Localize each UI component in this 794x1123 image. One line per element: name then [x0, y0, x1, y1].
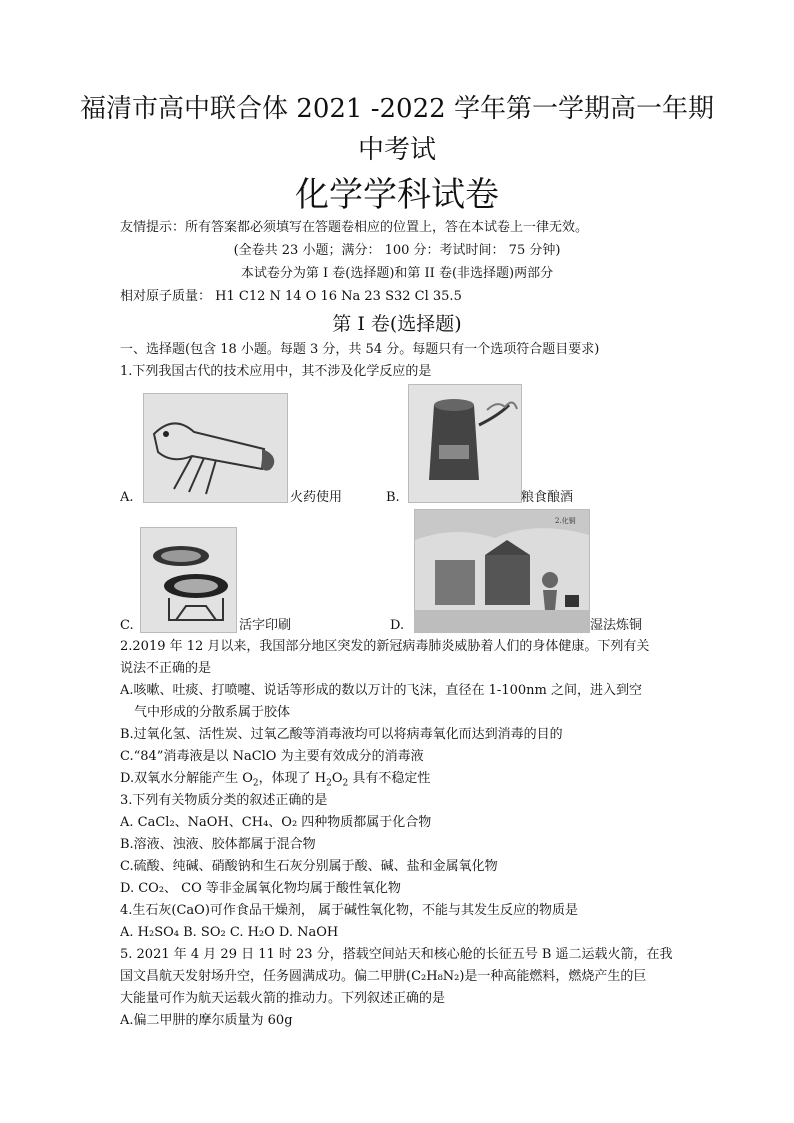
q3-option-d: D. CO₂、 CO 等非金属氧化物均属于酸性氧化物 — [120, 881, 401, 896]
q1-option-b-letter: B. — [386, 490, 400, 505]
q4-options: A. H₂SO₄ B. SO₂ C. H₂O D. NaOH — [120, 925, 339, 940]
q1-option-c-letter: C. — [120, 618, 134, 633]
q5-option-a: A.偏二甲肼的摩尔质量为 60g — [120, 1013, 293, 1028]
q2-stem-line2: 说法不正确的是 — [120, 661, 212, 676]
q3-option-b: B.溶液、浊液、胶体都属于混合物 — [120, 837, 316, 852]
q2-d-text: 具有不稳定性 — [348, 771, 431, 786]
q2-d-sub: 2 — [326, 778, 332, 789]
figure-d-label: 2.化铜 — [555, 517, 576, 525]
brewing-illustration — [409, 385, 521, 502]
q2-d-text: D.双氧水分解能产生 O — [120, 771, 253, 786]
q5-stem-line2: 国文昌航天发射场升空，任务圆满成功。偏二甲肼(C₂H₈N₂)是一种高能燃料，燃烧产生的巨 — [120, 969, 647, 984]
q3-option-a: A. CaCl₂、NaOH、CH₄、O₂ 四种物质都属于化合物 — [120, 815, 432, 830]
q1-option-d-letter: D. — [390, 618, 405, 633]
q2-stem-line1: 2.2019 年 12 月以来，我国部分地区突发的新冠病毒肺炎威胁着人们的身体健康。下列有关 — [120, 639, 650, 654]
q1-option-c-caption: 活字印刷 — [239, 618, 292, 633]
q1-option-a-letter: A. — [120, 490, 134, 505]
movable-type-illustration — [141, 528, 236, 632]
q2-option-d — [120, 769, 430, 794]
exam-title-line2: 中考试 — [357, 135, 436, 165]
q3-option-c: C.硫酸、纯碱、硝酸钠和生石灰分别属于酸、碱、盐和金属氧化物 — [120, 859, 498, 874]
q2-option-a-line2: 气中形成的分散系属于胶体 — [134, 705, 291, 720]
q5-stem-line1: 5. 2021 年 4 月 29 日 11 时 23 分，搭载空间站天和核心舱的长征五号 B 遥二运载火箭，在我 — [120, 947, 673, 962]
q2-option-c: C.“84”消毒液是以 NaClO 为主要有效成分的消毒液 — [120, 749, 424, 764]
atomic-masses: 相对原子质量： H1 C12 N 14 O 16 Na 23 S32 Cl 35.5 — [120, 289, 462, 304]
exam-subject-title: 化学学科试卷 — [295, 175, 499, 215]
copper-smelting-illustration — [415, 510, 589, 632]
gunpowder-illustration — [144, 394, 287, 502]
section-heading: 第 I 卷(选择题) — [332, 313, 462, 335]
q5-stem-line3: 大能量可作为航天运载火箭的推动力。下列叙述正确的是 — [120, 991, 446, 1006]
q1-option-b-caption: 粮食酿酒 — [521, 490, 574, 505]
q2-option-b: B.过氧化氢、活性炭、过氧乙酸等消毒液均可以将病毒氧化而达到消毒的目的 — [120, 727, 563, 742]
q2-option-a-line1: A.咳嗽、吐痰、打喷嚏、说话等形成的数以万计的飞沫，直径在 1-100nm 之间，进入到空 — [120, 683, 642, 698]
copper-smelting-figure — [414, 509, 590, 633]
q3-stem: 3.下列有关物质分类的叙述正确的是 — [120, 793, 328, 808]
q2-d-sub: 2 — [252, 778, 259, 789]
q1-option-d-caption: 湿法炼铜 — [590, 618, 643, 633]
q4-stem: 4.生石灰(CaO)可作食品干燥剂， 属于碱性氧化物，不能与其发生反应的物质是 — [120, 903, 579, 918]
q1-stem: 1.下列我国古代的技术应用中，其不涉及化学反应的是 — [120, 364, 432, 379]
movable-type-figure — [140, 527, 237, 633]
brewing-figure — [408, 384, 522, 503]
gunpowder-figure — [143, 393, 288, 503]
q2-d-sub: 2 — [342, 778, 349, 789]
q1-option-a-caption: 火药使用 — [290, 490, 343, 505]
exam-title-line1: 福清市高中联合体 2021 -2022 学年第一学期高一年期 — [80, 94, 714, 124]
section-instruction: 一、选择题(包含 18 小题。每题 3 分，共 54 分。每题只有一个选项符合题目要求) — [120, 342, 600, 357]
q2-d-text: O — [331, 771, 343, 786]
exam-info: (全卷共 23 小题；满分： 100 分：考试时间： 75 分钟) — [233, 243, 561, 258]
exam-structure: 本试卷分为第 I 卷(选择题)和第 II 卷(非选择题)两部分 — [240, 266, 554, 281]
friendly-tip: 友情提示：所有答案都必须填写在答题卷相应的位置上，答在本试卷上一律无效。 — [120, 220, 589, 235]
q2-d-text: ，体现了 H — [258, 771, 327, 786]
